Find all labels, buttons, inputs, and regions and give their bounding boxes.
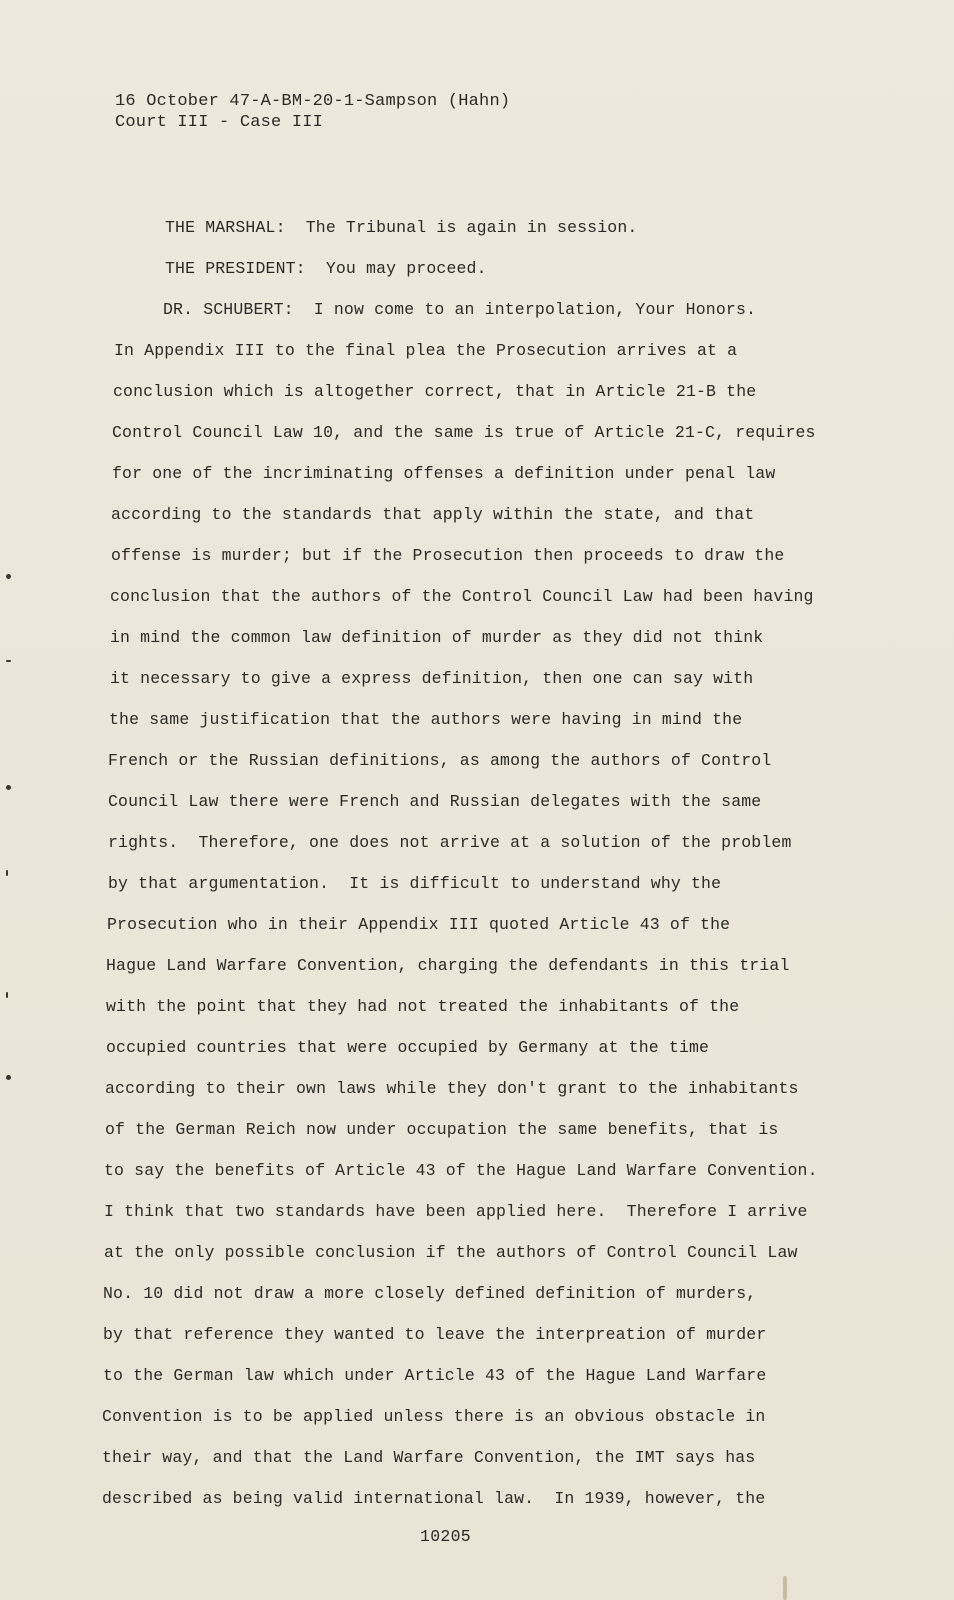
text-line: No. 10 did not draw a more closely defined definition of murders,: [103, 1284, 757, 1303]
text-line: THE MARSHAL: The Tribunal is again in session.: [165, 218, 638, 237]
text-line: their way, and that the Land Warfare Convention, the IMT says has: [102, 1448, 756, 1467]
text-line: conclusion that the authors of the Control Council Law had been having: [110, 587, 814, 606]
text-line: by that reference they wanted to leave the interpreation of murder: [103, 1325, 767, 1344]
text-line: according to the standards that apply within the state, and that: [111, 505, 755, 524]
text-line: for one of the incriminating offenses a definition under penal law: [112, 464, 776, 483]
text-line: Council Law there were French and Russian delegates with the same: [108, 792, 762, 811]
text-line: THE PRESIDENT: You may proceed.: [165, 259, 487, 278]
header-reference: 16 October 47-A-BM-20-1-Sampson (Hahn): [115, 92, 511, 111]
text-line: conclusion which is altogether correct, that in Article 21-B the: [113, 382, 757, 401]
text-line: rights. Therefore, one does not arrive at a solution of the problem: [108, 833, 792, 852]
text-line: offense is murder; but if the Prosecution then proceeds to draw the: [111, 546, 785, 565]
text-line: In Appendix III to the final plea the Prosecution arrives at a: [114, 341, 738, 360]
text-line: in mind the common law definition of murder as they did not think: [110, 628, 764, 647]
margin-dot: [6, 785, 11, 790]
text-line: with the point that they had not treated the inhabitants of the: [106, 997, 740, 1016]
header-court: Court III - Case III: [115, 113, 324, 132]
text-line: according to their own laws while they don't grant to the inhabitants: [105, 1079, 799, 1098]
margin-tick: [6, 870, 8, 876]
margin-dot: [6, 574, 11, 579]
text-line: to say the benefits of Article 43 of the Hague Land Warfare Convention.: [104, 1161, 818, 1180]
text-line: described as being valid international law. In 1939, however, the: [102, 1489, 766, 1508]
margin-dash: [6, 660, 11, 662]
text-line: the same justification that the authors were having in mind the: [109, 710, 743, 729]
text-line: at the only possible conclusion if the authors of Control Council Law: [104, 1243, 798, 1262]
text-line: DR. SCHUBERT: I now come to an interpolation, Your Honors.: [163, 300, 757, 319]
margin-tick: [6, 992, 8, 998]
paper-edge-mark: [783, 1576, 787, 1600]
margin-dot: [6, 1075, 11, 1080]
text-line: occupied countries that were occupied by Germany at the time: [106, 1038, 710, 1057]
text-line: French or the Russian definitions, as among the authors of Control: [108, 751, 772, 770]
text-line: to the German law which under Article 43 of the Hague Land Warfare: [103, 1366, 767, 1385]
page-number: 10205: [420, 1527, 472, 1546]
text-line: of the German Reich now under occupation the same benefits, that is: [105, 1120, 779, 1139]
text-line: by that argumentation. It is difficult to understand why the: [108, 874, 722, 893]
text-line: Control Council Law 10, and the same is true of Article 21-C, requires: [112, 423, 816, 442]
text-line: it necessary to give a express definition, then one can say with: [110, 669, 754, 688]
text-line: I think that two standards have been applied here. Therefore I arrive: [104, 1202, 808, 1221]
text-line: Hague Land Warfare Convention, charging the defendants in this trial: [106, 956, 790, 975]
text-line: Convention is to be applied unless there is an obvious obstacle in: [102, 1407, 766, 1426]
document-header: [115, 91, 510, 133]
text-line: Prosecution who in their Appendix III quoted Article 43 of the: [107, 915, 731, 934]
